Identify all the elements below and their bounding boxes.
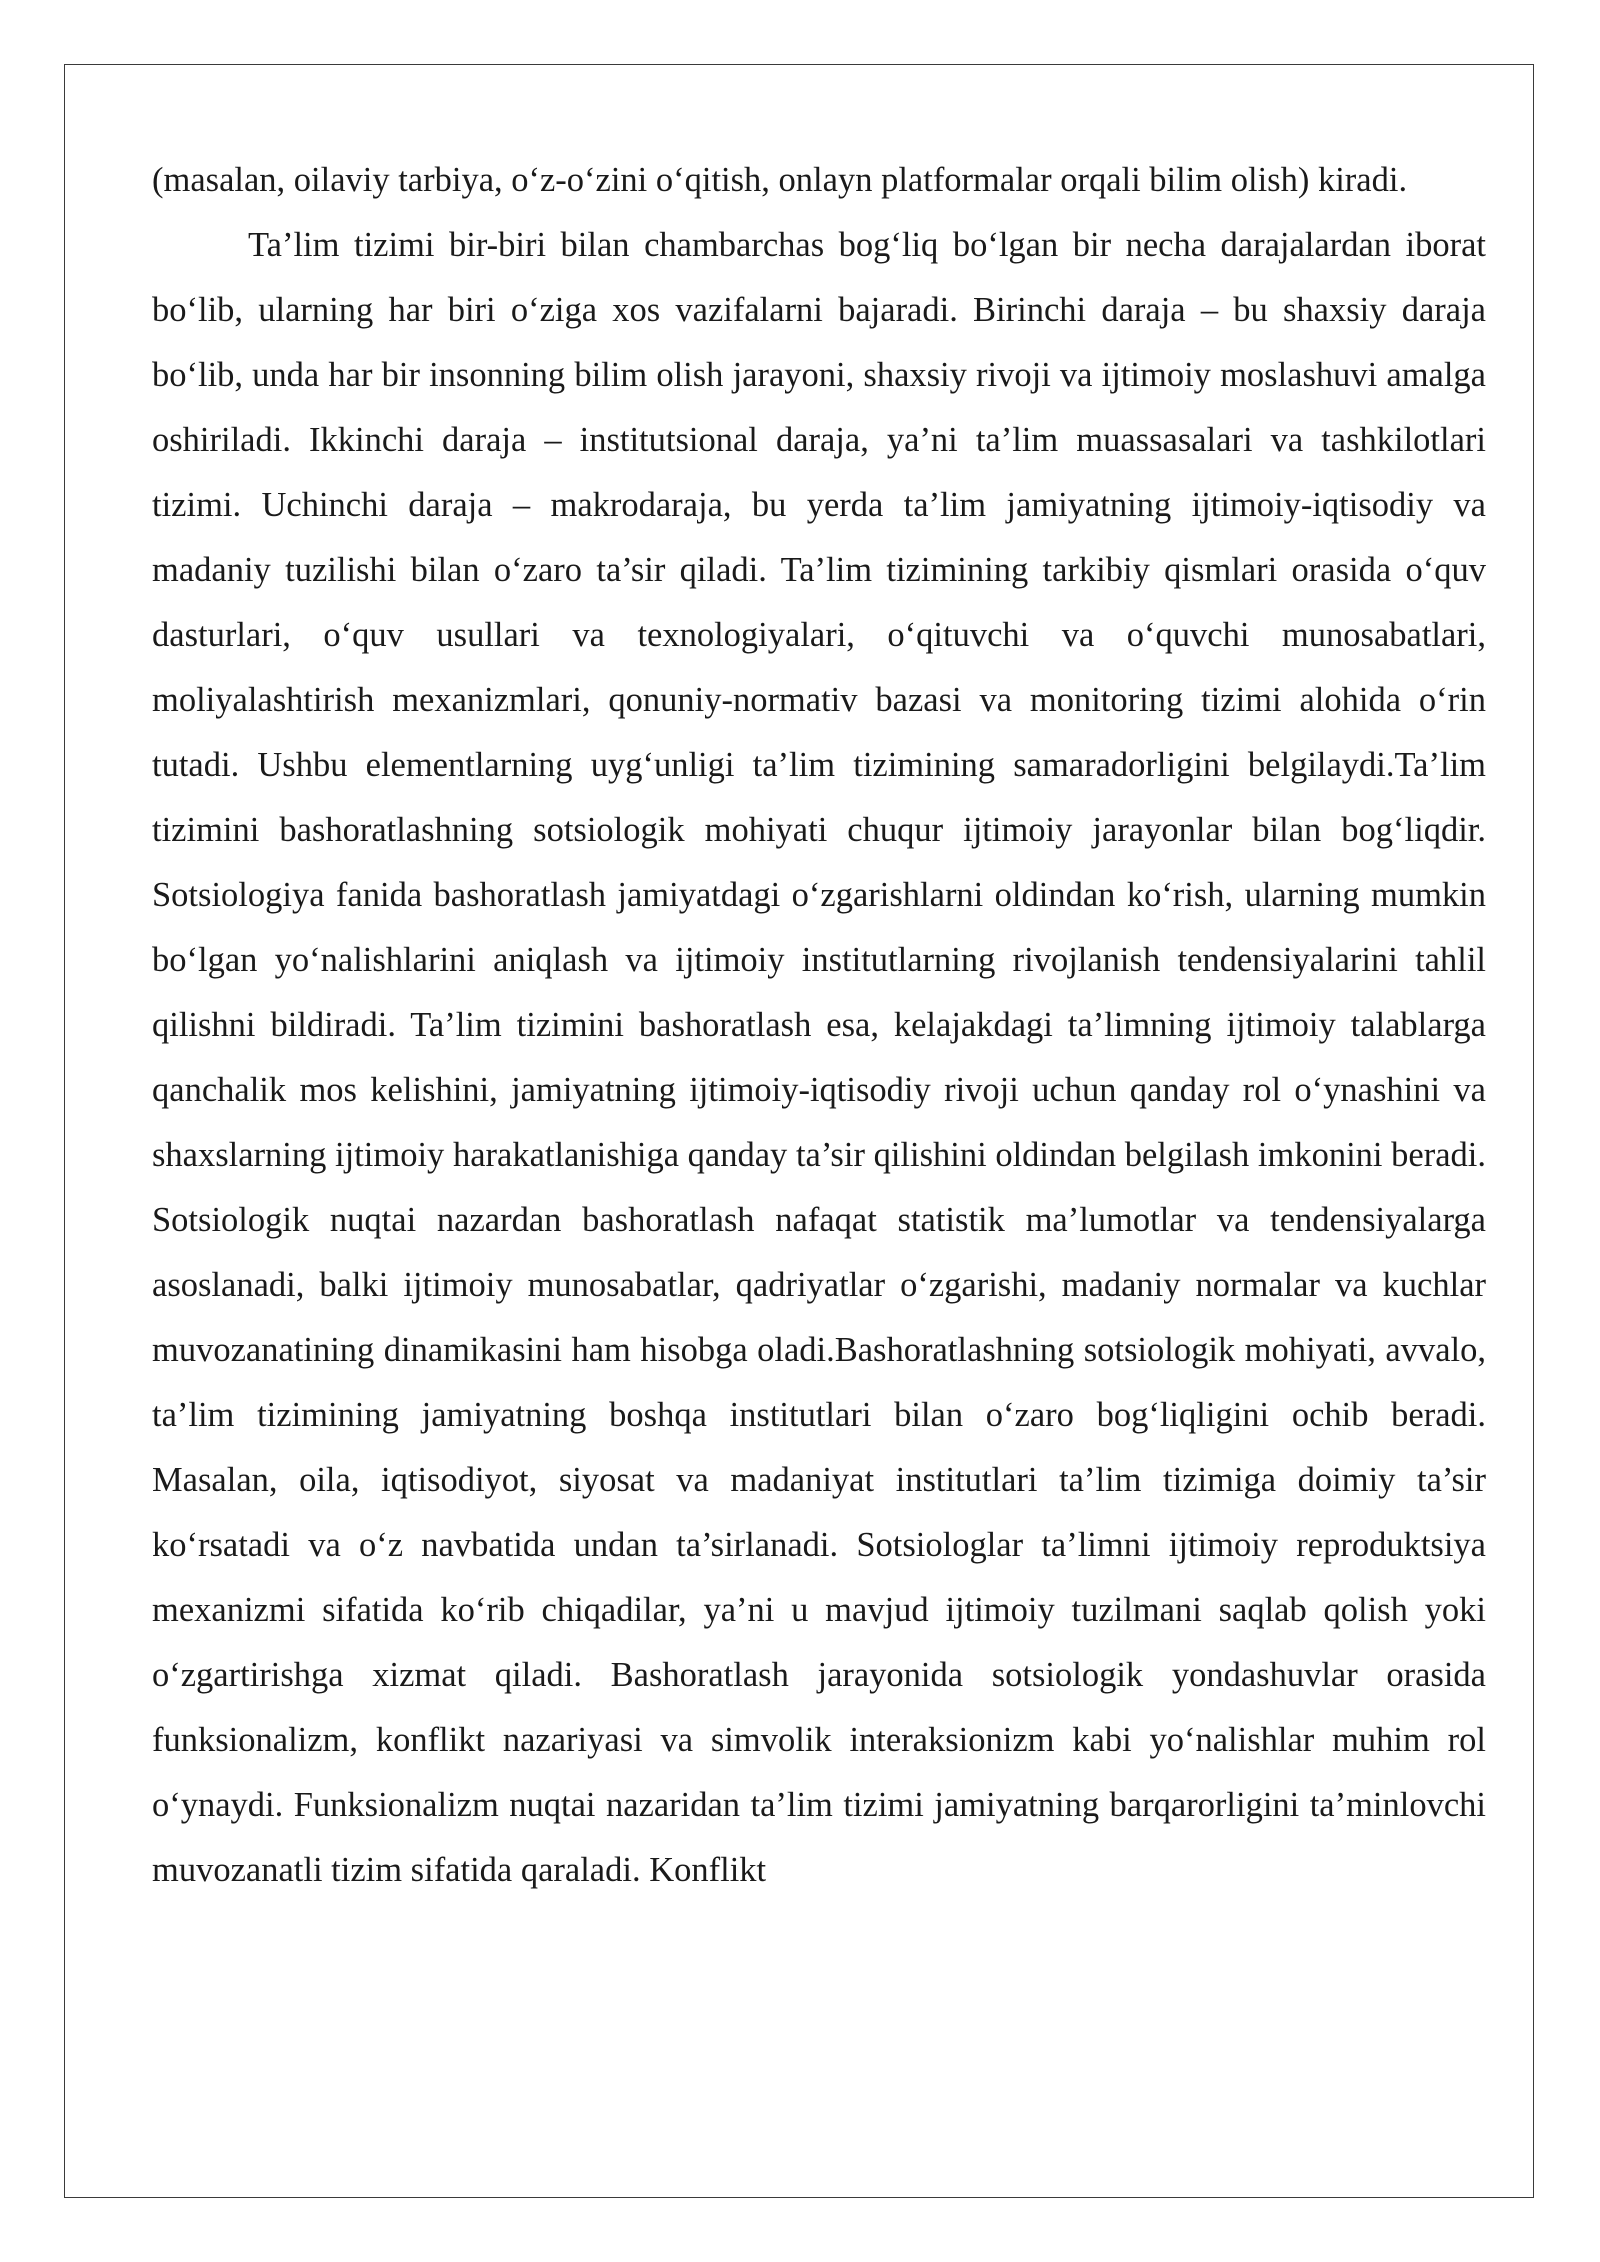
paragraph-continuation: (masalan, oilaviy tarbiya, o‘z-o‘zini o‘qitish, onlayn platformalar orqali bilim olish) kiradi.	[152, 161, 1408, 199]
paragraph: Ta’lim tizimi bir-biri bilan chambarchas bog‘liq bo‘lgan bir necha darajalardan iborat bo‘lib, ularning har biri o‘ziga xos vazifalarni bajaradi. Birinchi daraja – bu shaxsiy daraja bo‘lib, unda har bir insonning bilim olish jarayoni, shaxsiy rivoji va ijtimoiy moslashuvi amalga oshiriladi. Ikkinchi daraja – institutsional daraja, ya’ni ta’lim muassasalari va tashkilotlari tizimi. Uchinchi daraja – makrodaraja, bu yerda ta’lim jamiyatning ijtimoiy-iqtisodiy va madaniy tuzilishi bilan o‘zaro ta’sir qiladi. Ta’lim tizimining tarkibiy qismlari orasida o‘quv dasturlari, o‘quv usullari va texnologiyalari, o‘qituvchi va o‘quvchi munosabatlari, moliyalashtirish mexanizmlari, qonuniy-normativ bazasi va monitoring tizimi alohida o‘rin tutadi. Ushbu elementlarning uyg‘unligi ta’lim tizimining samaradorligini belgilaydi.Ta’lim tizimini bashoratlashning sotsiologik mohiyati chuqur ijtimoiy jarayonlar bilan bog‘liqdir. Sotsiologiya fanida bashoratlash jamiyatdagi o‘zgarishlarni oldindan ko‘rish, ularning mumkin bo‘lgan yo‘nalishlarini aniqlash va ijtimoiy institutlarning rivojlanish tendensiyalarini tahlil qilishni bildiradi. Ta’lim tizimini bashoratlash esa, kelajakdagi ta’limning ijtimoiy talablarga qanchalik mos kelishini, jamiyatning ijtimoiy-iqtisodiy rivoji uchun qanday rol o‘ynashini va shaxslarning ijtimoiy harakatlanishiga qanday ta’sir qilishini oldindan belgilash imkonini beradi. Sotsiologik nuqtai nazardan bashoratlash nafaqat statistik ma’lumotlar va tendensiyalarga asoslanadi, balki ijtimoiy munosabatlar, qadriyatlar o‘zgarishi, madaniy normalar va kuchlar muvozanatining dinamikasini ham hisobga oladi.Bashoratlashning sotsiologik mohiyati, avvalo, ta’lim tizimining jamiyatning boshqa institutlari bilan o‘zaro bog‘liqligini ochib beradi. Masalan, oila, iqtisodiyot, siyosat va madaniyat institutlari ta’lim tizimiga doimiy ta’sir ko‘rsatadi va o‘z navbatida undan ta’sirlanadi. Sotsiologlar ta’limni ijtimoiy reproduktsiya mexanizmi sifatida ko‘rib chiqadilar, ya’ni u mavjud ijtimoiy tuzilmani saqlab qolish yoki o‘zgartirishga xizmat qiladi. Bashoratlash jarayonida sotsiologik yondashuvlar orasida funksionalizm, konflikt nazariyasi va simvolik interaksionizm kabi yo‘nalishlar muhim rol o‘ynaydi. Funksionalizm nuqtai nazaridan ta’lim tizimi jamiyatning barqarorligini ta’minlovchi muvozanatli tizim sifatida qaraladi. Konflikt	[152, 226, 1486, 1889]
document-body	[152, 148, 1486, 1903]
